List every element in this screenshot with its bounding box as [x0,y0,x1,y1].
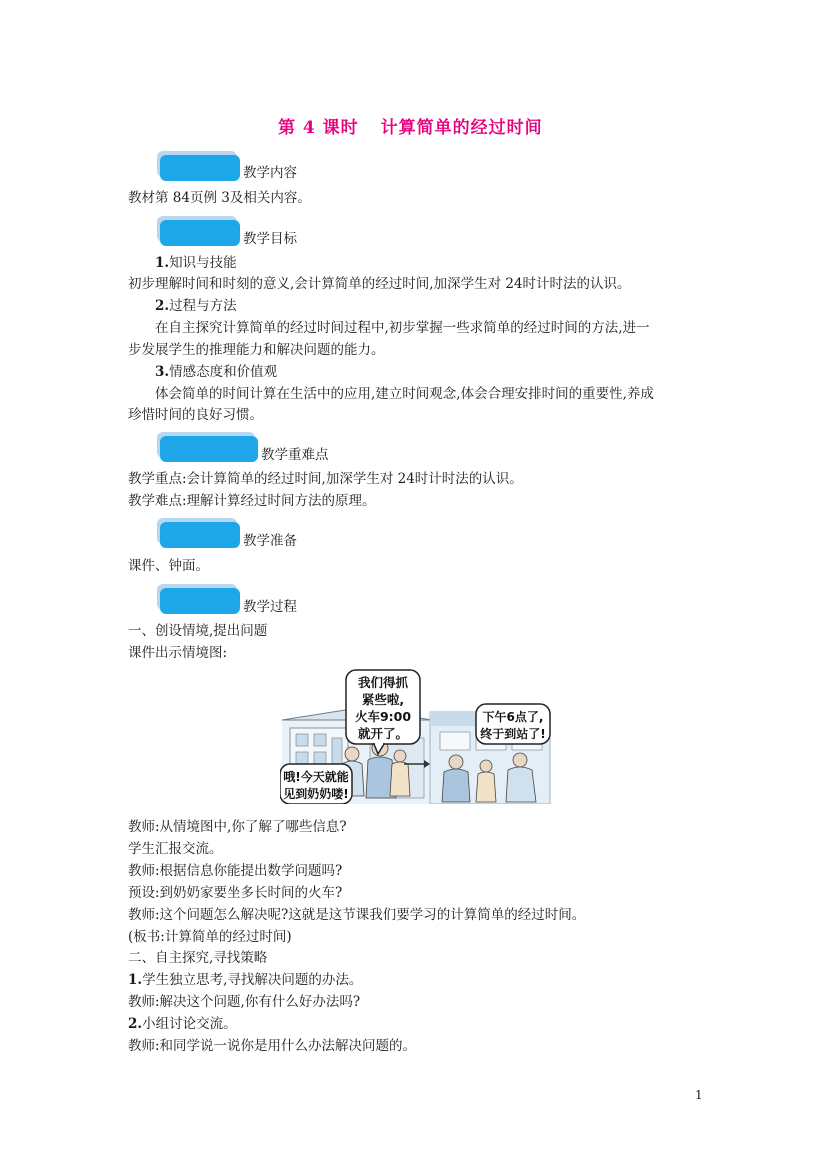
process-line: 教师:从情境图中,你了解了哪些信息? [128,819,347,835]
process-line: 二、自主探究,寻找策略 [128,950,268,966]
key-point-text: 教学重点:会计算简单的经过时间,加深学生对 24时计时法的认识。 [128,471,523,487]
bubble-top-line2: 紧些啦, [361,692,405,707]
scene-illustration [280,668,552,804]
process-line: 教师:这个问题怎么解决呢?这就是这节课我们要学习的计算简单的经过时间。 [128,907,586,923]
section-badge-content [160,155,240,181]
content-text: 教材第 84页例 3及相关内容。 [128,190,311,206]
process-step-1: 一、创设情境,提出问题 [128,623,268,639]
section-heading-key-points: 教学重难点 [261,447,329,463]
page-number: 1 [695,1088,703,1102]
prep-text: 课件、钟面。 [128,558,209,574]
section-heading-prep: 教学准备 [243,533,297,549]
process-step-2-2: 2.小组讨论交流。 [128,1016,237,1032]
section-badge-key-points [160,436,258,462]
bubble-top-line1: 我们得抓 [357,675,409,690]
process-line: 预设:到奶奶家要坐多长时间的火车? [128,885,343,901]
difficult-point-text: 教学难点:理解计算经过时间方法的原理。 [128,493,376,509]
goal-1-text: 初步理解时间和时刻的意义,会计算简单的经过时间,加深学生对 24时计时法的认识。 [128,276,631,292]
process-step-2-1: 1.学生独立思考,寻找解决问题的办法。 [128,972,363,988]
lesson-number: 第 4 课时 [278,118,359,138]
process-line: (板书:计算简单的经过时间) [128,929,292,945]
goal-3-text-line1: 体会简单的时间计算在生活中的应用,建立时间观念,体会合理安排时间的重要性,养成 [155,386,654,402]
section-badge-goals [160,220,240,246]
process-step-2-1-teacher: 教师:解决这个问题,你有什么好办法吗? [128,994,361,1010]
process-step-1-line: 课件出示情境图: [128,645,228,661]
section-heading-goals: 教学目标 [243,231,297,247]
bubble-top-line3: 火车9:00 [354,709,412,724]
goal-3-text-line2: 珍惜时间的良好习惯。 [128,407,263,423]
lesson-topic: 计算简单的经过时间 [380,118,543,138]
process-line: 学生汇报交流。 [128,841,223,857]
section-badge-prep [160,522,240,548]
page-title [278,113,543,138]
process-line: 教师:根据信息你能提出数学问题吗? [128,863,343,879]
process-step-2-2-teacher: 教师:和同学说一说你是用什么办法解决问题的。 [128,1038,417,1054]
goal-2-title: 2.过程与方法 [155,298,237,314]
section-badge-process [160,588,240,614]
goal-2-text-line2: 步发展学生的推理能力和解决问题的能力。 [128,342,385,358]
speech-bubble-right [476,704,550,744]
section-heading-content: 教学内容 [243,165,297,181]
goal-1-title: 1.知识与技能 [155,255,237,271]
section-heading-process: 教学过程 [243,599,297,615]
bubble-top-line4: 就开了。 [357,726,409,741]
goal-3-title: 3.情感态度和价值观 [155,364,278,380]
bubble-left-line1: 哦!今天就能 [283,770,349,784]
bubble-left-line2: 见到奶奶喽! [283,787,349,801]
bubble-right-line1: 下午6点了, [482,710,544,724]
speech-bubble-left [280,764,352,804]
speech-bubble-top [346,670,420,754]
bubble-right-line2: 终于到站了! [480,727,546,741]
goal-2-text-line1: 在自主探究计算简单的经过时间过程中,初步掌握一些求简单的经过时间的方法,进一 [155,320,650,336]
